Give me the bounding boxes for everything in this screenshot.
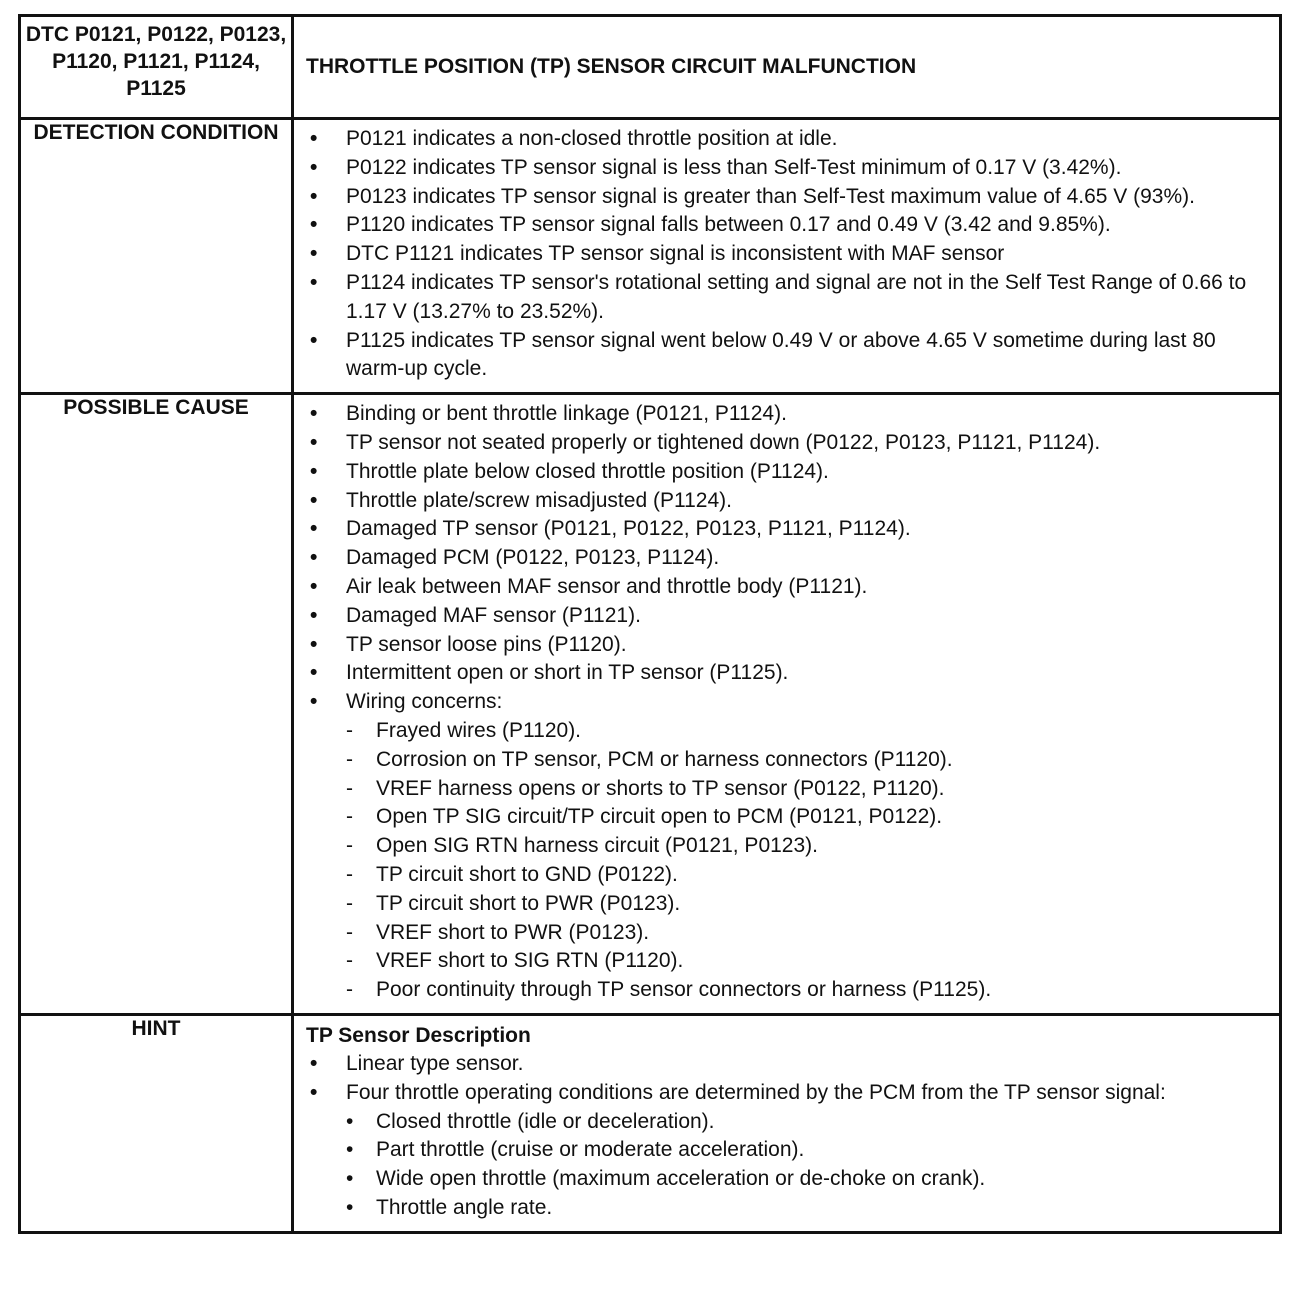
hint-row [20, 1014, 1281, 1232]
sub-item: - Poor continuity through TP sensor connectors or harness (P1125). [346, 976, 1269, 1005]
bullet-icon: • [310, 328, 318, 352]
hint-list [294, 1050, 1279, 1231]
sub-item: - Frayed wires (P1120). [346, 717, 1269, 746]
sub-item: - Corrosion on TP sensor, PCM or harness connectors (P1120). [346, 746, 1269, 775]
bullet-icon: • [346, 1109, 354, 1133]
bullet-icon: • [310, 574, 318, 598]
dash-icon: - [346, 920, 353, 944]
dash-icon: - [346, 891, 353, 915]
possible-cause-list [294, 395, 1279, 1013]
page-title: THROTTLE POSITION (TP) SENSOR CIRCUIT MALFUNCTION [306, 55, 917, 78]
list-item: • TP sensor loose pins (P1120). [302, 631, 1269, 660]
bullet-icon: • [310, 155, 318, 179]
bullet-icon: • [310, 459, 318, 483]
detection-label-cell [20, 119, 293, 394]
list-item: • Throttle plate/screw misadjusted (P1124). [302, 487, 1269, 516]
dash-icon: - [346, 776, 353, 800]
hint-content [293, 1014, 1281, 1232]
bullet-icon: • [310, 213, 318, 237]
hint-label-cell [20, 1014, 293, 1232]
list-item: • P0121 indicates a non-closed throttle position at idle. [302, 125, 1269, 154]
dtc-codes: DTC P0121, P0122, P0123, P1120, P1121, P1124, P1125 [25, 23, 287, 100]
list-item: • P1125 indicates TP sensor signal went below 0.49 V or above 4.65 V sometime during last 80 warm-up cycle. [310, 328, 1216, 381]
dash-icon: - [346, 949, 353, 973]
bullet-icon: • [346, 1195, 354, 1219]
hint-subtitle: TP Sensor Description [306, 1023, 531, 1047]
possible-cause-content [293, 394, 1281, 1015]
dash-icon: - [346, 747, 353, 771]
list-item: • P1124 indicates TP sensor's rotational setting and signal are not in the Self Test Range of 0.66 to 1.17 V (13.27% to 23.52%). [310, 270, 1247, 323]
sub-item: • Part throttle (cruise or moderate acceleration). [346, 1136, 1269, 1165]
list-item: • P0122 indicates TP sensor signal is less than Self-Test minimum of 0.17 V (3.42%). [302, 154, 1269, 183]
list-item: • DTC P1121 indicates TP sensor signal is inconsistent with MAF sensor [302, 240, 1269, 269]
sub-item: • Throttle angle rate. [346, 1194, 1269, 1223]
list-item: • Air leak between MAF sensor and throttle body (P1121). [302, 573, 1269, 602]
bullet-icon: • [310, 402, 318, 426]
dash-icon: - [346, 862, 353, 886]
header-row [20, 16, 1281, 119]
bullet-icon: • [346, 1138, 354, 1162]
list-item: • Binding or bent throttle linkage (P0121, P1124). [302, 400, 1269, 429]
list-item: • TP sensor not seated properly or tightened down (P0122, P0123, P1121, P1124). [302, 429, 1269, 458]
dash-icon: - [346, 805, 353, 829]
bullet-icon: • [310, 517, 318, 541]
list-item: • Damaged TP sensor (P0121, P0122, P0123, P1121, P1124). [302, 515, 1269, 544]
bullet-icon: • [310, 430, 318, 454]
list-item: • Intermittent open or short in TP sensor (P1125). [302, 659, 1269, 688]
sub-item: - Open TP SIG circuit/TP circuit open to PCM (P0121, P0122). [346, 803, 1269, 832]
bullet-icon: • [310, 1051, 318, 1075]
dash-icon: - [346, 834, 353, 858]
list-item: • Damaged PCM (P0122, P0123, P1124). [302, 544, 1269, 573]
bullet-icon: • [346, 1167, 354, 1191]
conditions-sublist [346, 1108, 1269, 1223]
dtc-table [18, 14, 1282, 1234]
sub-item: - Open SIG RTN harness circuit (P0121, P0123). [346, 832, 1269, 861]
list-item-wiring: • Wiring concerns: - Frayed wires (P1120). - Corrosion on TP sensor, PCM or harness connectors (P1120). - VREF harness opens or shorts to TP sensor (P0122, P1120). - Open TP SIG circuit/TP circuit open to PCM (P0121, P0122). - Open SIG RTN harness circuit (P0121, P0123). - TP circuit short to GND (P0122). - TP circuit short to PWR (P0123). - VREF short to PWR (P0123). - VREF short to SIG RTN (P1120). - Poor continuity through TP sensor connectors or harness (P1125). [302, 688, 1269, 1005]
bullet-icon: • [310, 603, 318, 627]
list-item: • P1120 indicates TP sensor signal falls between 0.17 and 0.49 V (3.42 and 9.85%). [302, 211, 1269, 240]
list-item: • Linear type sensor. [302, 1050, 1269, 1079]
sub-item: • Wide open throttle (maximum acceleration or de-choke on crank). [346, 1165, 1269, 1194]
bullet-icon: • [310, 184, 318, 208]
list-item: • Four throttle operating conditions are determined by the PCM from the TP sensor signal: • Closed throttle (idle or deceleration). • Part throttle (cruise or moderate acceleration). • Wide open throttle (maximum acceleration or de-choke on crank). • Throttle angle rate. [302, 1079, 1269, 1223]
bullet-icon: • [310, 488, 318, 512]
dash-icon: - [346, 978, 353, 1002]
bullet-icon: • [310, 1080, 318, 1104]
detection-list [294, 120, 1279, 392]
bullet-icon: • [310, 661, 318, 685]
bullet-icon: • [310, 690, 318, 714]
possible-cause-row [20, 394, 1281, 1015]
hint-label: HINT [131, 1016, 181, 1040]
wiring-sublist [346, 717, 1269, 1005]
dtc-codes-cell [20, 16, 293, 119]
possible-cause-label: POSSIBLE CAUSE [63, 396, 249, 420]
detection-label: DETECTION CONDITION [33, 121, 279, 144]
sub-item: - VREF short to PWR (P0123). [346, 919, 1269, 948]
title-cell [293, 16, 1281, 119]
sub-item: • Closed throttle (idle or deceleration). [346, 1108, 1269, 1137]
list-item: • Throttle plate below closed throttle position (P1124). [302, 458, 1269, 487]
bullet-icon: • [310, 242, 318, 266]
detection-row [20, 119, 1281, 394]
possible-cause-label-cell [20, 394, 293, 1015]
bullet-icon: • [310, 127, 318, 150]
dash-icon: - [346, 718, 353, 742]
list-item: • Damaged MAF sensor (P1121). [302, 602, 1269, 631]
detection-content [293, 119, 1281, 394]
sub-item: - VREF short to SIG RTN (P1120). [346, 947, 1269, 976]
bullet-icon: • [310, 546, 318, 570]
bullet-icon: • [310, 270, 318, 294]
sub-item: - TP circuit short to PWR (P0123). [346, 890, 1269, 919]
sub-item: - TP circuit short to GND (P0122). [346, 861, 1269, 890]
list-item: • P0123 indicates TP sensor signal is greater than Self-Test maximum value of 4.65 V (93%). [302, 183, 1269, 212]
sub-item: - VREF harness opens or shorts to TP sensor (P0122, P1120). [346, 775, 1269, 804]
bullet-icon: • [310, 632, 318, 656]
